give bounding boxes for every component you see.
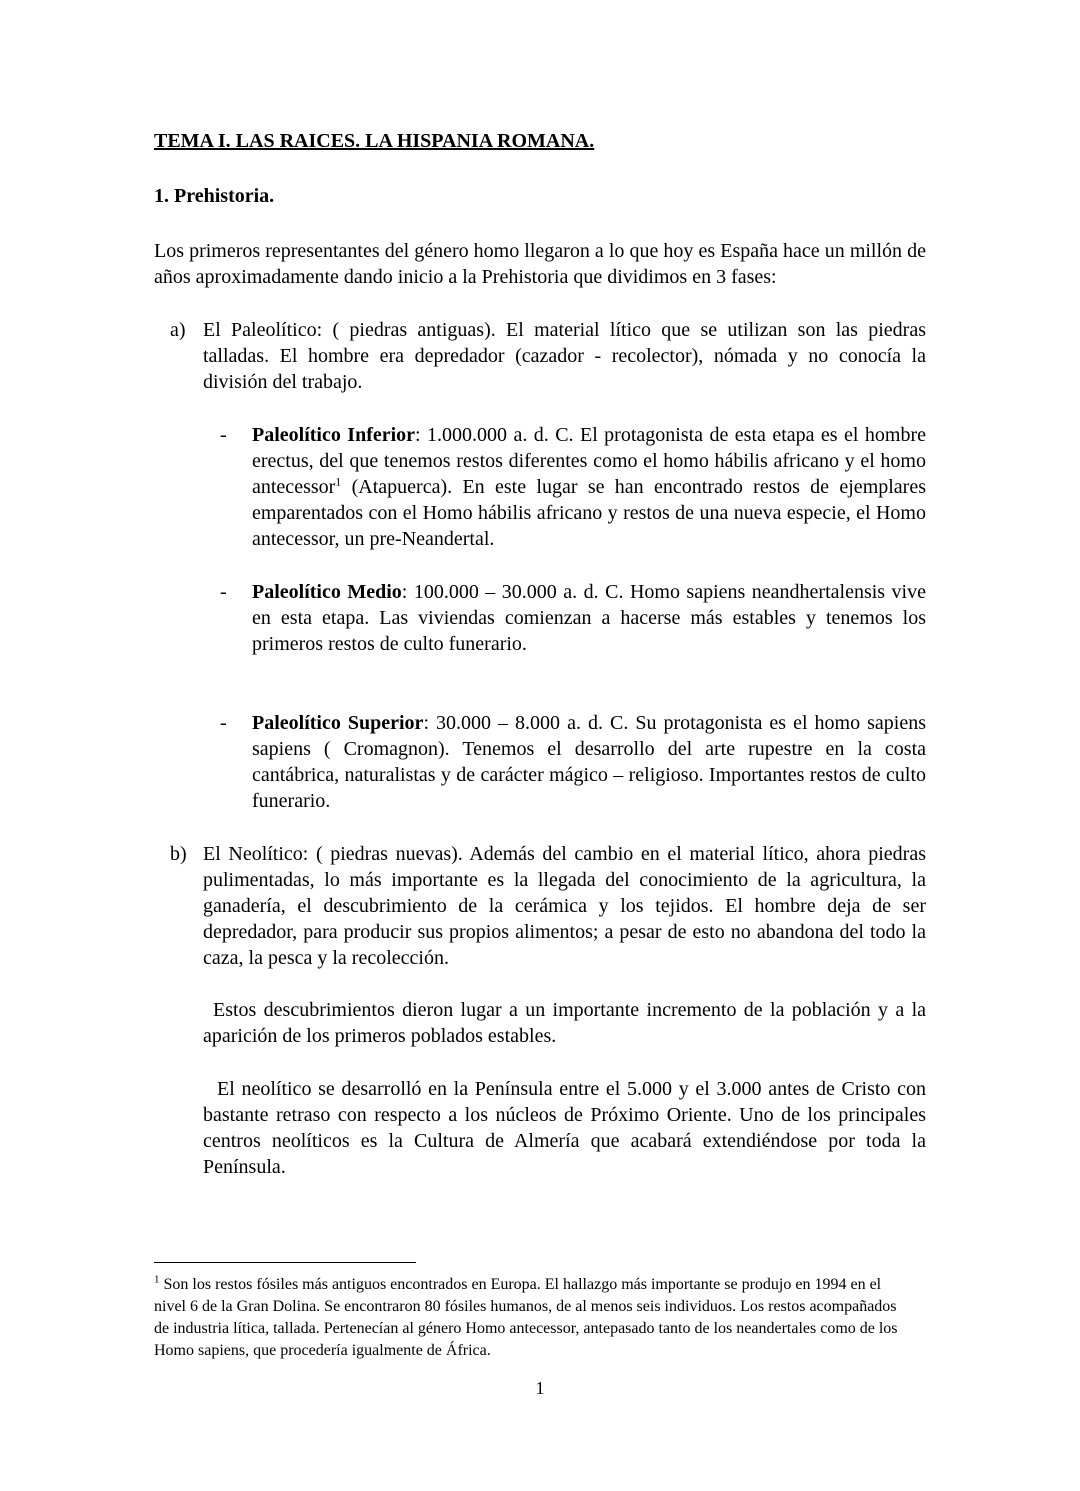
dash-marker: - <box>220 424 227 446</box>
footnote-text: Son los restos fósiles más antiguos encontrados en Europa. El hallazgo más importante se produjo en 1994 en el nivel 6 de la Gran Dolina. Se encontraron 80 fósiles humanos, de al menos seis individuos. Los restos acompañados de industria lítica, tallada. Pertenecían al género Homo antecessor, antepasado tanto de los neandertales como de los Homo sapiens, que procedería igualmente de África. <box>154 1276 898 1359</box>
sub-item-text: : 100.000 – 30.000 a. d. C. Homo sapiens neandhertalensis vive en esta etapa. Las viviendas comienzan a hacerse más estables y tenemos los primeros restos de culto funerario. <box>252 581 926 655</box>
footnote-separator <box>154 1262 416 1263</box>
dash-marker: - <box>220 712 227 734</box>
intro-paragraph: Los primeros representantes del género homo llegaron a lo que hoy es España hace un millón de años aproximadamente dando inicio a la Prehistoria que dividimos en 3 fases: <box>154 240 926 288</box>
neolitico-paragraph-2: Estos descubrimientos dieron lugar a un importante incremento de la población y a la aparición de los primeros poblados estables. <box>203 999 926 1047</box>
section-heading: 1. Prehistoria. <box>154 185 275 207</box>
footnote-number: 1 <box>154 1273 160 1286</box>
sub-item-label: Paleolítico Superior <box>252 712 424 734</box>
footnote-reference[interactable]: 1 <box>335 474 342 489</box>
sub-item-label: Paleolítico Medio <box>252 581 402 603</box>
item-b-neolitico: El Neolítico: ( piedras nuevas). Además del cambio en el material lítico, ahora piedras pulimentadas, lo más importante es la llegada del conocimiento de la agricultura, la ganadería, el descubrimiento de la cerámica y los tejidos. El hombre deja de ser depredador, para producir sus propios alimentos; a pesar de esto no abandona del todo la caza, la pesca y la recolección. <box>203 843 926 969</box>
footnote <box>154 1274 914 1362</box>
document-title: TEMA I. LAS RAICES. LA HISPANIA ROMANA. <box>154 130 595 152</box>
sub-item-paleolitico-medio <box>252 579 926 657</box>
sub-item-text: : 30.000 – 8.000 a. d. C. Su protagonista es el homo sapiens sapiens ( Cromagnon). Tenemos el desarrollo del arte rupestre en la costa cantábrica, naturalistas y de carácter mágico – religioso. Importantes restos de culto funerario. <box>252 712 926 812</box>
sub-item-text: : 1.000.000 a. d. C. El protagonista de esta etapa es el hombre erectus, del que tenemos restos diferentes como el homo hábilis africano y el homo antecessor <box>252 424 926 498</box>
sub-item-paleolitico-superior <box>252 710 926 814</box>
dash-marker: - <box>220 581 227 603</box>
item-a-marker: a) <box>170 319 186 341</box>
page-number: 1 <box>535 1378 545 1398</box>
item-b-marker: b) <box>170 843 187 865</box>
item-a-paleolitico: El Paleolítico: ( piedras antiguas). El material lítico que se utilizan son las piedras talladas. El hombre era depredador (cazador - recolector), nómada y no conocía la división del trabajo. <box>203 319 926 393</box>
neolitico-paragraph-3: El neolítico se desarrolló en la Península entre el 5.000 y el 3.000 antes de Cristo con bastante retraso con respecto a los núcleos de Próximo Oriente. Uno de los principales centros neolíticos es la Cultura de Almería que acabará extendiéndose por toda la Península. <box>203 1078 926 1178</box>
sub-item-paleolitico-inferior <box>252 422 926 552</box>
sub-item-label: Paleolítico Inferior <box>252 424 416 446</box>
sub-item-text-cont: (Atapuerca). En este lugar se han encontrado restos de ejemplares emparentados con el Homo hábilis africano y restos de una nueva especie, el Homo antecessor, un pre-Neandertal. <box>252 476 926 550</box>
